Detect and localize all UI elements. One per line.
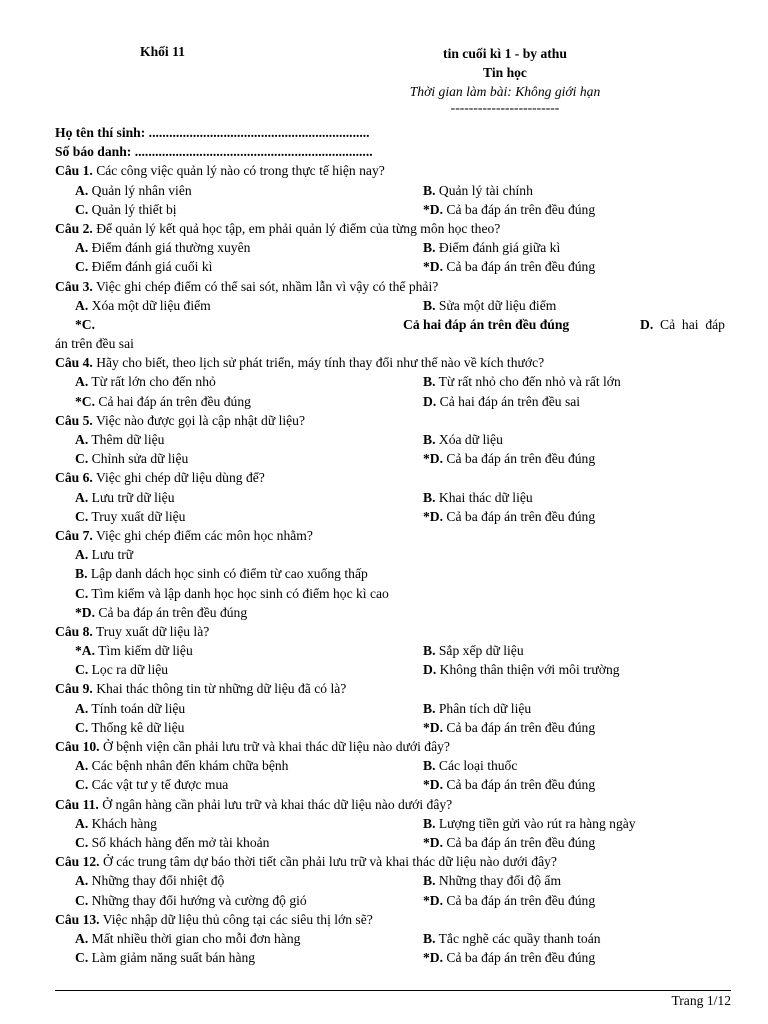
option-row [55,756,733,775]
question [55,526,733,545]
option-b: B. Từ rất nhỏ cho đến nhỏ và rất lớn [423,374,621,390]
option-b: B. Tắc nghẽ các quầy thanh toán [423,930,601,946]
option-c: C. Các vật tư y tế được mua [75,777,229,793]
option-c: *C. Cả hai đáp án trên đều đúng [75,393,251,409]
option-row [55,372,733,391]
option-a: A. Từ rất lớn cho đến nhỏ [75,374,216,390]
option-c: C. Thống kê dữ liệu [75,719,185,735]
question [55,353,733,372]
option-b: B. Những thay đổi độ ẩm [423,873,562,889]
question-number: Câu 3. [55,278,93,294]
option-a: A. Khách hàng [75,815,157,831]
option-row [55,948,733,967]
option-d: *D. Cả ba đáp án trên đều đúng [423,508,596,524]
grade-label: Khối 11 [140,44,185,59]
question-number: Câu 5. [55,412,93,428]
option-d: D. Cả hai đáp án trên đều sai [423,393,581,409]
option-row [55,603,733,622]
option-row [55,564,733,583]
option-row [55,296,733,315]
question-text: Việc ghi chép điểm có thể sai sót, nhầm lẫn vì vậy có thể phải? [95,278,439,294]
question [55,910,733,929]
option-row [55,775,733,794]
question-number: Câu 11. [55,796,99,812]
question-text: Việc nhập dữ liệu thủ công tại các siêu thị lớn sẽ? [102,911,373,927]
exam-title: tin cuối kì 1 - by athu [443,46,567,61]
option-c: C. Điểm đánh giá cuối kì [75,259,213,275]
student-name-label: Họ tên thí sinh: [55,125,146,140]
option-b: B. Điểm đánh giá giữa kì [423,240,561,256]
option-a: A. Mất nhiều thời gian cho mỗi đơn hàng [75,930,301,946]
option-row [55,430,733,449]
student-id-dots: ...................................................................... [134,144,373,160]
option-c: C. Lọc ra dữ liệu [75,662,169,678]
option-c: C. Những thay đổi hướng và cường độ gió [75,892,307,908]
student-id-label: Số báo danh: [55,144,132,160]
option-b: B. Xóa dữ liệu [423,432,503,447]
question-number: Câu 1. [55,163,93,179]
option-b: B. Phân tích dữ liệu [423,700,532,716]
option-a: *A. Tìm kiếm dữ liệu [75,643,193,659]
option-row [55,392,733,411]
option-row [55,814,733,833]
question [55,737,733,756]
option-d: *D. Cả ba đáp án trên đều đúng [423,892,596,908]
option-b: B. Các loại thuốc [423,758,518,774]
question-text: Việc nào được gọi là cập nhật dữ liệu? [95,412,306,428]
student-name-dots: ................................................................. [148,125,370,140]
question-text: Ở các trung tâm dự báo thời tiết cần phải lưu trữ và khai thác dữ liệu nào dưới đây? [102,854,557,870]
option-a: A. Thêm dữ liệu [75,432,165,447]
question [55,277,733,296]
question-text: Việc ghi chép điểm các môn học nhằm? [95,527,313,543]
option-row [55,449,733,468]
option-c: C. Quản lý thiết bị [75,201,177,217]
question [55,852,733,871]
option-a: A. Các bệnh nhân đến khám chữa bệnh [75,758,289,774]
option-row [55,257,733,276]
option-b: B. Sửa một dữ liệu điểm [423,297,557,313]
exam-body [55,123,733,967]
option-d-wrap: án trên đều sai [55,336,134,352]
option-row [55,507,733,526]
option-row [55,545,733,564]
option-d: *D. Cả ba đáp án trên đều đúng [75,604,248,620]
option-a: A. Quản lý nhân viên [75,182,192,198]
footer-divider [55,990,731,991]
question-text: Ở ngân hàng cần phải lưu trữ và khai thác dữ liệu nào dưới đây? [102,796,453,812]
option-row [55,891,733,910]
question-number: Câu 8. [55,623,93,639]
question-number: Câu 10. [55,739,100,754]
option-row [55,660,733,679]
question-text: Việc ghi chép dữ liệu dùng để? [95,470,265,486]
question-text: Khai thác thông tin từ những dữ liệu đã có là? [96,681,347,697]
question [55,411,733,430]
option-d: *D. Cả ba đáp án trên đều đúng [423,451,596,467]
option-c: C. Số khách hàng đến mở tài khoản [75,834,270,850]
option-a: A. Lưu trữ [75,547,134,563]
option-c: C. Chỉnh sửa dữ liệu [75,451,189,467]
student-id-line [55,142,733,161]
option-c-text: Cả hai đáp án trên đều đúng [403,316,570,332]
question-number: Câu 4. [55,355,93,371]
option-d: *D. Cả ba đáp án trên đều đúng [423,777,596,793]
question [55,219,733,238]
option-c-label: *C. [75,316,96,332]
question-number: Câu 6. [55,470,93,486]
option-row [55,718,733,737]
subject-title: Tin học [483,65,527,80]
option-b: B. Khai thác dữ liệu [423,489,533,505]
option-d: *D. Cả ba đáp án trên đều đúng [423,719,596,735]
question-number: Câu 9. [55,681,93,697]
option-a: A. Điểm đánh giá thường xuyên [75,240,251,256]
question-text: Truy xuất dữ liệu là? [95,623,210,639]
option-row [55,871,733,890]
option-a: A. Những thay đổi nhiệt độ [75,873,225,889]
question-text: Hãy cho biết, theo lịch sử phát triển, máy tính thay đổi như thế nào về kích thước? [96,355,545,371]
option-row [55,181,733,200]
question [55,795,733,814]
option-row [55,833,733,852]
option-row-justified [55,315,733,334]
question-number: Câu 2. [55,220,93,236]
question [55,679,733,698]
option-row [55,238,733,257]
question [55,161,733,180]
option-b: B. Sắp xếp dữ liệu [423,643,524,659]
option-c: C. Làm giảm năng suất bán hàng [75,950,256,966]
option-row [55,488,733,507]
question-text: Các công việc quản lý nào có trong thực tế hiện nay? [96,163,385,179]
question [55,622,733,641]
option-d: D. Không thân thiện với môi trường [423,662,620,678]
page-number: Trang 1/12 [671,993,731,1008]
question-text: Ở bệnh viện cần phải lưu trữ và khai thác dữ liệu nào dưới đây? [102,739,450,754]
option-c: C. Truy xuất dữ liệu [75,508,186,524]
option-row [55,584,733,603]
option-b: B. Quản lý tài chính [423,182,533,198]
option-d-start: D. Cả hai đáp [640,316,725,332]
option-b: B. Lập danh dách học sinh có điểm từ cao xuống thấp [75,566,368,582]
question-number: Câu 12. [55,854,100,870]
question-number: Câu 13. [55,911,100,927]
option-d: *D. Cả ba đáp án trên đều đúng [423,259,596,275]
student-name-line [55,123,733,142]
option-d: *D. Cả ba đáp án trên đều đúng [423,950,596,966]
option-a: A. Xóa một dữ liệu điểm [75,297,211,313]
option-a: A. Tính toán dữ liệu [75,700,186,716]
question-number: Câu 7. [55,527,93,543]
option-c: C. Tìm kiếm và lập danh học học sinh có điểm học kì cao [75,585,389,601]
option-row [55,200,733,219]
option-a: A. Lưu trữ dữ liệu [75,489,175,505]
option-b: B. Lượng tiền gửi vào rút ra hàng ngày [423,815,636,831]
exam-header [370,44,640,115]
option-row [55,699,733,718]
option-d: *D. Cả ba đáp án trên đều đúng [423,834,596,850]
time-limit: Thời gian làm bài: Không giới hạn [409,84,601,99]
header-separator: ------------------------ [450,100,560,115]
question-text: Để quản lý kết quả học tập, em phải quản lý điểm của từng môn học theo? [96,220,501,236]
option-row [55,641,733,660]
question [55,468,733,487]
option-row [55,929,733,948]
option-d: *D. Cả ba đáp án trên đều đúng [423,201,596,217]
